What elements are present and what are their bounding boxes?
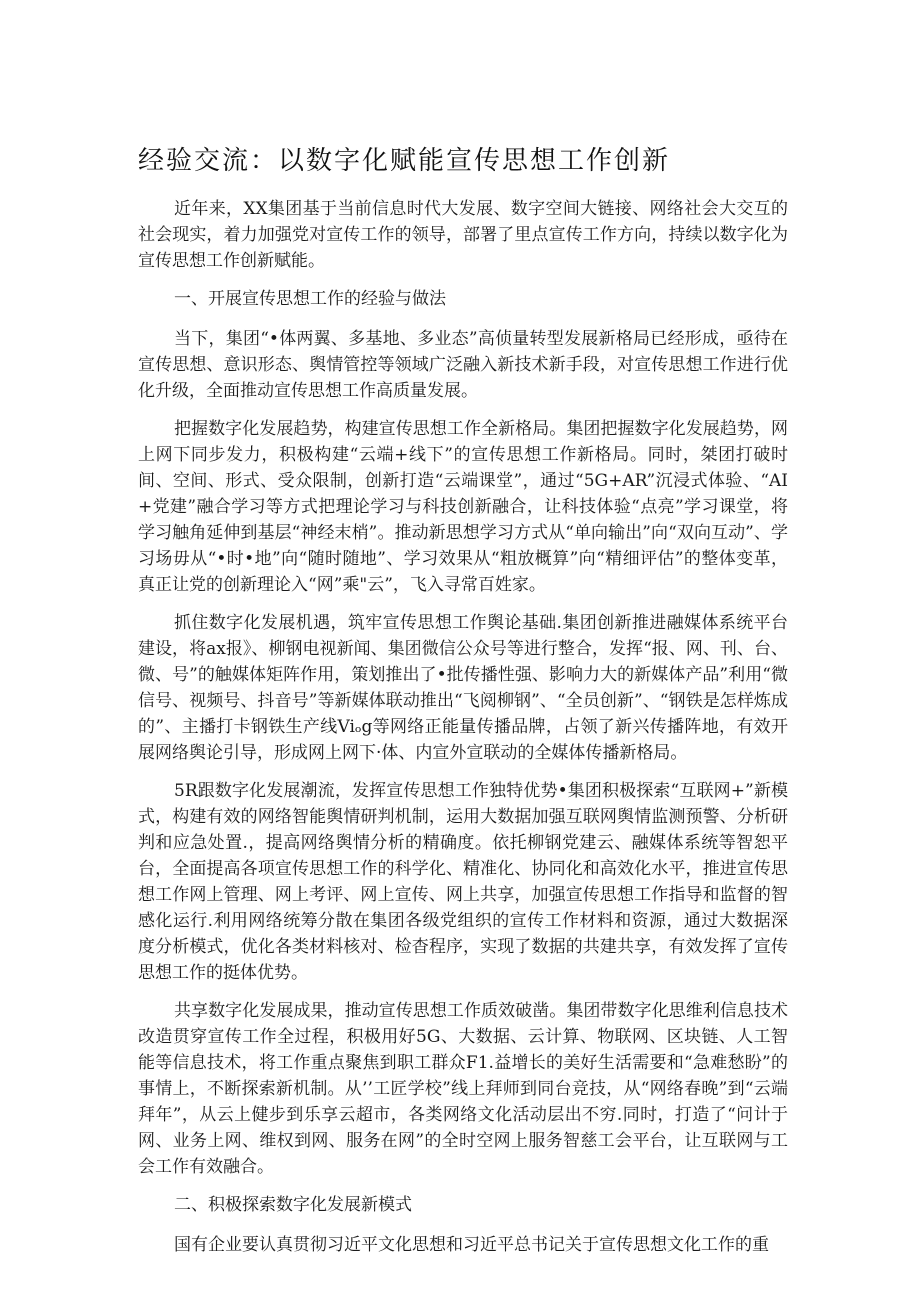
body-paragraph: 把握数字化发展趋势，构建宣传思想工作全新格局。集团把握数字化发展趋势，网上网下同步发力，积极构建“云端+线下”的宣传思想工作新格局。同时，桀团打破时间、空间、形式、受众限制，创新打造“云端课堂”，通过“5G+AR”沉浸式体验、“AI+党建”融合学习等方式把理论学习与科技创新融合，让科技体验“点亮”学习课堂，将学习触角延伸到基层“神经末梢”。推动新思想学习方式从“单向输出”向“双向互动”、学习场毋从“•时•地”向“随时随地”、学习效果从“粗放概算”向“精细评估”的整体变革，真正让党的创新理论入“网”乘"云”，飞入寻常百姓家。 <box>138 419 788 595</box>
body-paragraph: 5R跟数字化发展潮流，发挥宣传思想工作独特优势•集团积极探索“互联网+”新模式，构建有效的网络智能舆情研判机制，运用大数据加强互联网舆情监测预警、分析研判和应急处置.，提高网络舆情分析的精确度。依托柳钢党建云、融媒体系统等智恕平台，全面提高各项宣传思想工作的科学化、精准化、协同化和高效化水平，推进宣传思想工作网上管理、网上考评、网上宣传、网上共享，加强宣传思想工作指导和监督的智感化运行.利用网络统筹分散在集团各级党组织的宣传工作材料和资源，通过大数据深度分析模式，优化各类材料核对、检杳程序，实现了数据的共建共享，有效发挥了宣传思想工作的挺体优势。 <box>138 781 788 983</box>
body-paragraph: 当下，集团“•体两翼、多基地、多业态”高侦量转型发展新格局已经形成，亟待在宣传思想、意识形态、舆情管控等领域广泛融入新技术新手段，对宣传思想工作进行优化升级，全面推动宣传思想工作高质量发展。 <box>138 329 788 401</box>
body-paragraph: 共享数字化发展成果，推动宣传思想工作质效破凿。集团带数字化思维利信息技术改造贯穿宣传工作全过程，积极用好5G、大数据、云计算、物联网、区块链、人工智能等信息技术，将工作重点聚焦到职工群众F1.益增长的美好生活需要和“急难愁盼”的事情上，不断探索新机制。从’’工匠学校”线上拜师到同台竞技，从“网络春晚”到“云端拜年”，从云上健步到乐享云超市，各类网络文化活动层出不穷.同时，打造了“问计于网、业务上网、维权到网、服务在网”的全时空网上服务智慈工会平台，让互联网与工会工作有效融合。 <box>138 1001 788 1177</box>
section-heading-1: 一、开展宣传思想工作的经验与做法 <box>174 289 446 309</box>
document-body <box>138 196 788 1270</box>
section-heading-2: 二、积极探索数字化发展新模式 <box>174 1195 412 1215</box>
intro-paragraph: 近年来，XX集团基于当前信息时代大发展、数字空间大链接、网络社会大交互的社会现实，着力加强党对宣传工作的领导，部署了里点宣传工作方向，持续以数字化为宣传思想工作创新赋能。 <box>138 199 788 271</box>
body-paragraph: 抓住数字化发展机遇，筑牢宣传思想工作舆论基础.集团创新推进融媒体系统平台建设，将ax报》、柳钢电视新闻、集团微信公众号等进行整合，发挥“报、网、刊、台、微、号”的触媒体矩阵作用，策划推出了•批传播性强、影响力大的新媒体产品”利用“微信号、视频号、抖音号”等新媒体联动推出“飞阅柳钢”、“全员创新”、“钢铁是怎样炼成的”、主播打卡钢铁生产线Viₒg等网络正能量传播品牌，占领了新兴传播阵地，有效开展网络舆论引导，形成网上网下·体、内宣外宣联动的全媒体传播新格局。 <box>138 613 788 763</box>
document-title: 经验交流：以数字化赋能宣传思想工作创新 <box>138 146 671 176</box>
body-paragraph: 国有企业要认真贯彻习近平文化思想和习近平总书记关于宣传思想文化工作的重 <box>174 1235 769 1255</box>
